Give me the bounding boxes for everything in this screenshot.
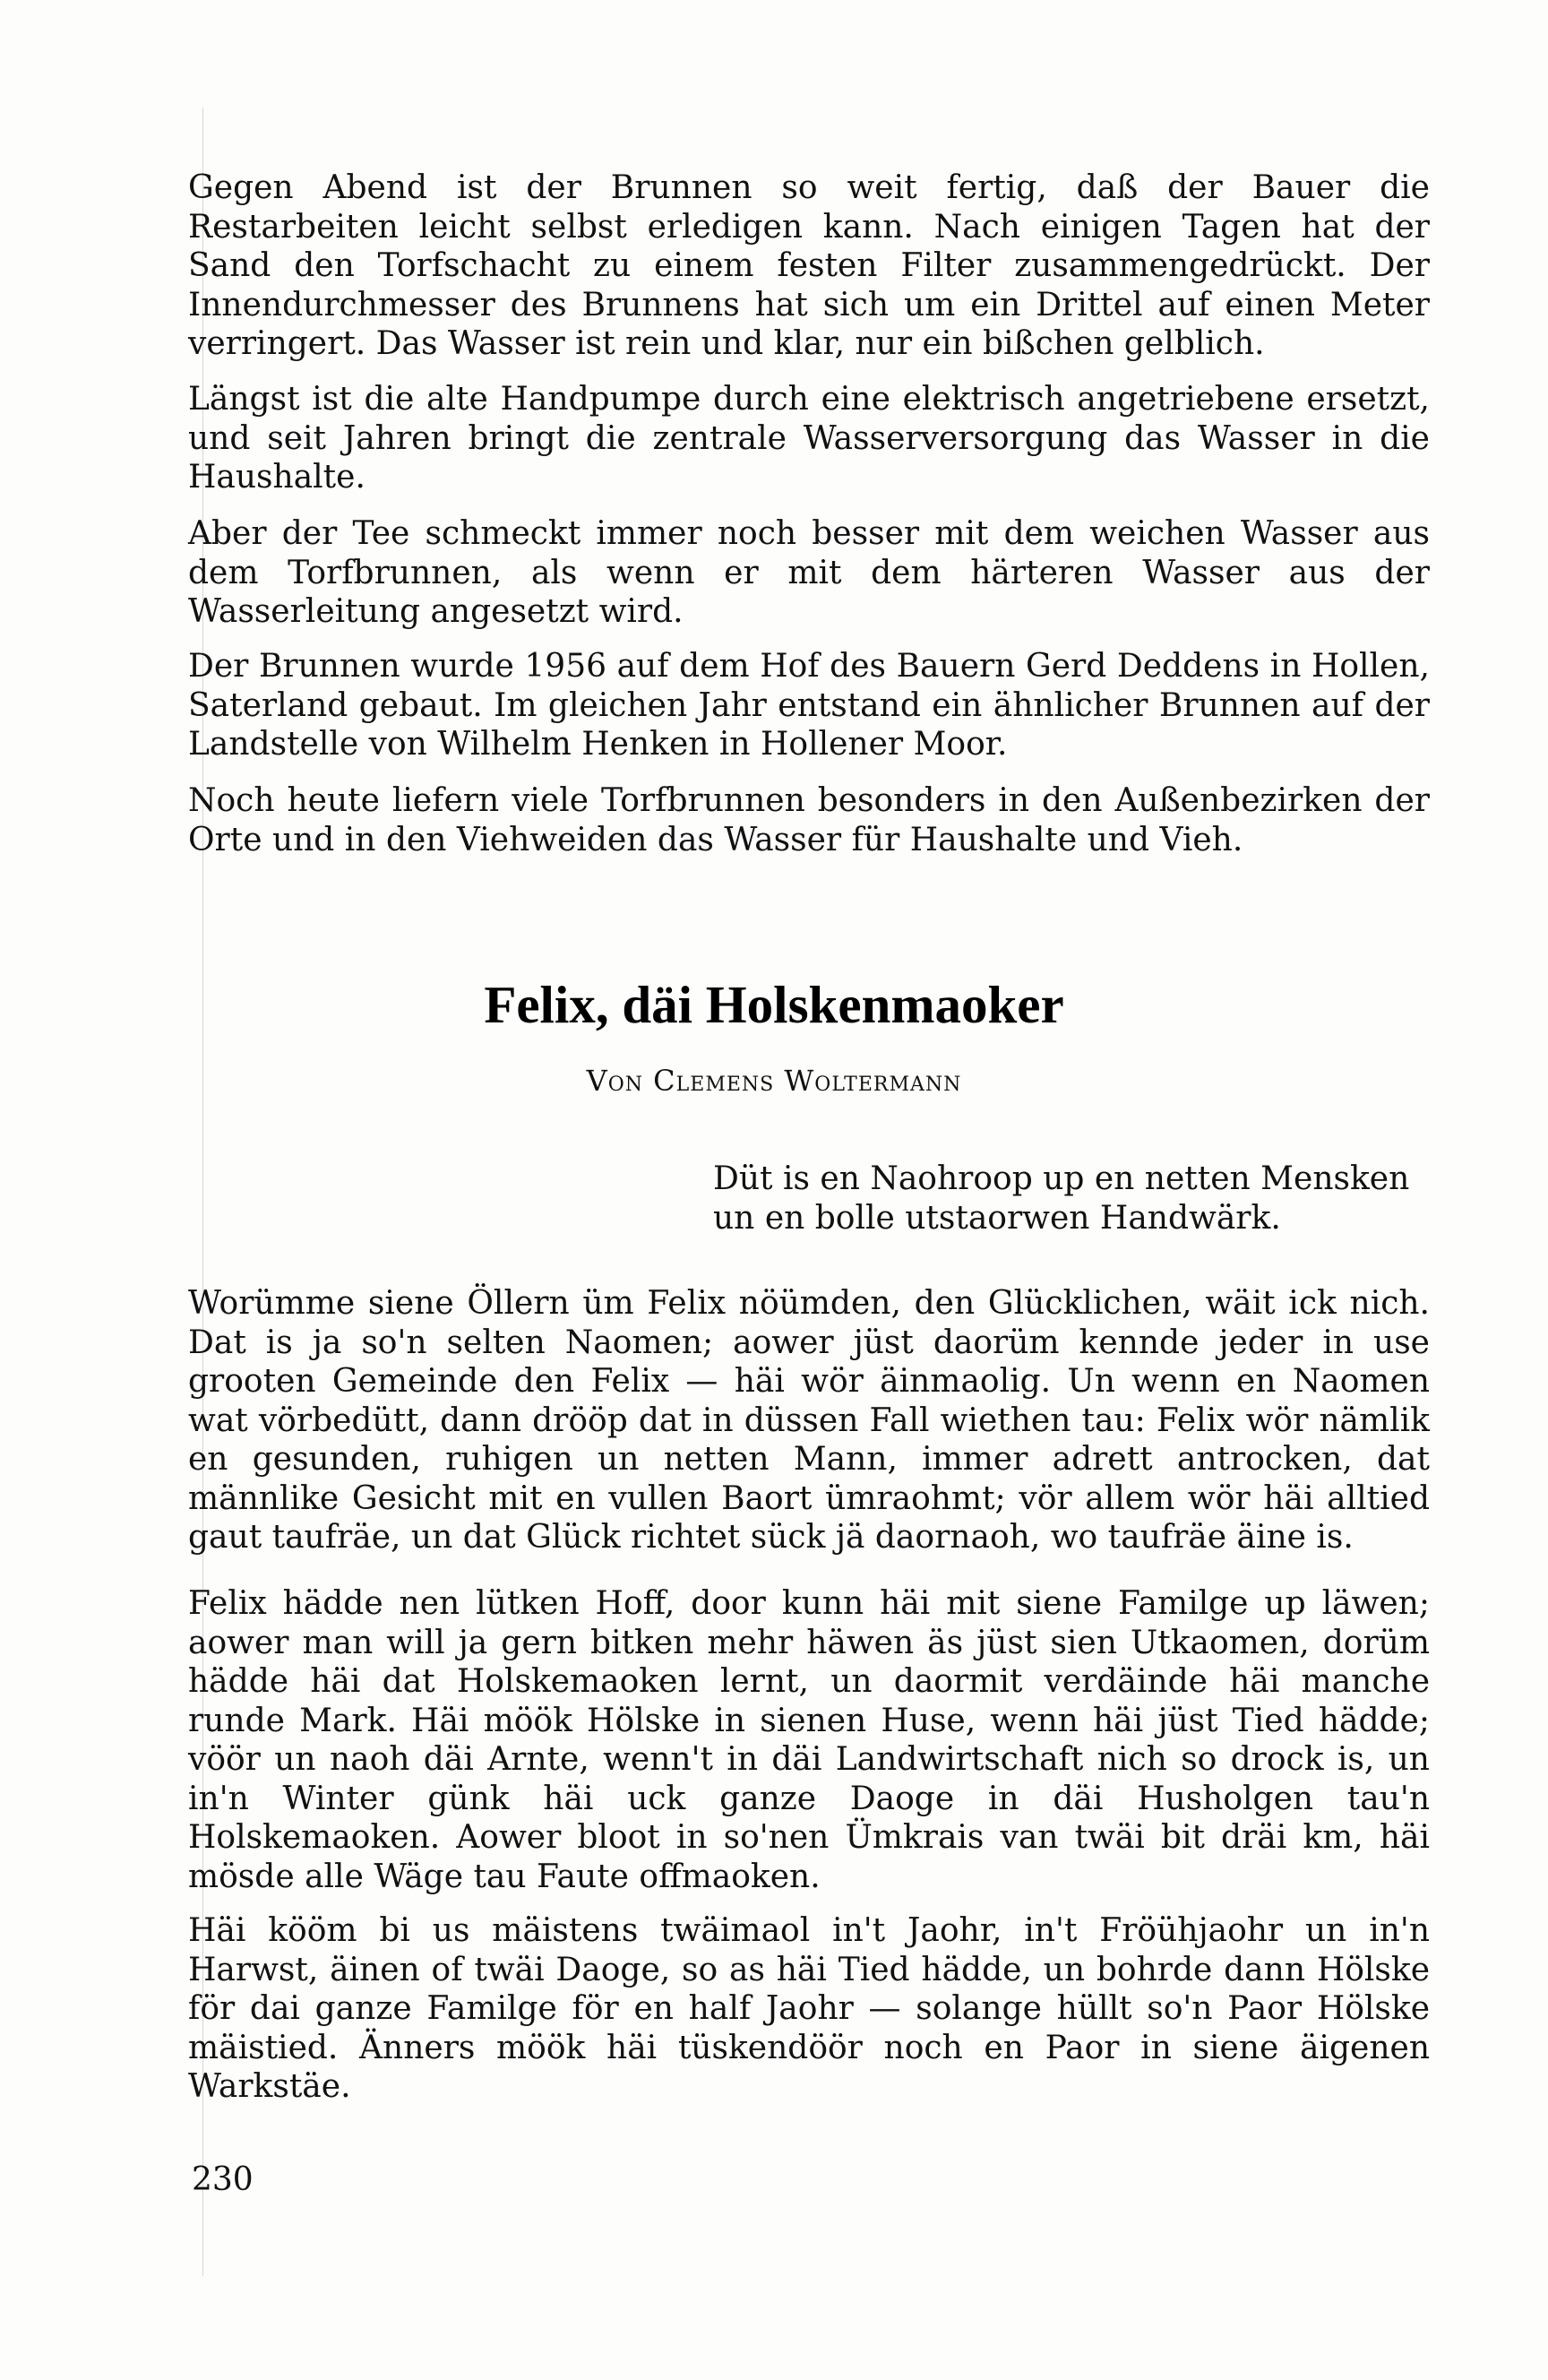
- story-paragraph: Häi kööm bi us mäistens twäimaol in't Jaohr, in't Fröühjaohr un in'n Harwst, äinen of twäi Daoge, so as häi Tied hädde, un bohrde dann Hölske för dai ganze Familge för en half Jaohr — solange hüllt so'n Paor Hölske mäistied. Änners möök häi tüskendöör noch en Paor in siene äigenen Warkstäe.: [188, 1912, 1430, 2105]
- story-motto: [713, 1160, 1448, 1237]
- story-title: Felix, däi Holskenmaoker: [484, 975, 1064, 1034]
- page-number: 230: [192, 2161, 254, 2198]
- paragraph: Aber der Tee schmeckt immer noch besser mit dem weichen Wasser aus dem Torfbrunnen, als wenn er mit dem härteren Wasser aus der Wasserleitung angesetzt wird.: [188, 515, 1430, 630]
- motto-line: un en bolle utstaorwen Handwärk.: [713, 1199, 1281, 1237]
- story-paragraph: Felix hädde nen lütken Hoff, door kunn häi mit siene Familge up läwen; aower man will ja gern bitken mehr häwen äs jüst sien Utkaomen, dorüm hädde häi dat Holskemaoken lernt, un daormit verdäinde häi manche runde Mark. Häi möök Hölske in sienen Huse, wenn häi jüst Tied hädde; vöör un naoh däi Arnte, wenn't in däi Landwirtschaft nich so drock is, un in'n Winter günk häi uck ganze Daoge in däi Husholgen tau'n Holskemaoken. Aower bloot in so'nen Ümkrais van twäi bit dräi km, häi mösde alle Wäge tau Faute offmaoken.: [188, 1585, 1430, 1895]
- motto-line: Düt is en Naohroop up en netten Mensken: [713, 1160, 1410, 1197]
- paragraph: Noch heute liefern viele Torfbrunnen besonders in den Außenbezirken der Orte und in den Viehweiden das Wasser für Haushalte und Vieh.: [188, 782, 1430, 858]
- paragraph: Der Brunnen wurde 1956 auf dem Hof des Bauern Gerd Deddens in Hollen, Saterland gebaut. Im gleichen Jahr entstand ein ähnlicher Brunnen auf der Landstelle von Wilhelm Henken in Hollener Moor.: [188, 648, 1430, 763]
- story-paragraph: Worümme siene Öllern üm Felix nöümden, den Glücklichen, wäit ick nich. Dat is ja so'n selten Naomen; aower jüst daorüm kennde jeder in use grooten Gemeinde den Felix — häi wör äinmaolig. Un wenn en Naomen wat vörbedütt, dann drööp dat in düssen Fall wiethen tau: Felix wör nämlik en gesunden, ruhigen un netten Mann, immer adrett antrocken, dat männlike Gesicht mit en vullen Baort ümraohmt; vör allem wör häi alltied gaut taufräe, un dat Glück richtet sück jä daornaoh, wo taufräe äine is.: [188, 1285, 1430, 1556]
- paragraph: Gegen Abend ist der Brunnen so weit fertig, daß der Bauer die Restarbeiten leicht selbst erledigen kann. Nach einigen Tagen hat der Sand den Torfschacht zu einem festen Filter zusammengedrückt. Der Innendurchmesser des Brunnens hat sich um ein Drittel auf einen Meter verringert. Das Wasser ist rein und klar, nur ein bißchen gelblich.: [188, 169, 1430, 362]
- story-author: Von Clemens Woltermann: [586, 1064, 962, 1098]
- paragraph: Längst ist die alte Handpumpe durch eine elektrisch angetriebene ersetzt, und seit Jahren bringt die zentrale Wasserversorgung das Wasser in die Haushalte.: [188, 381, 1430, 496]
